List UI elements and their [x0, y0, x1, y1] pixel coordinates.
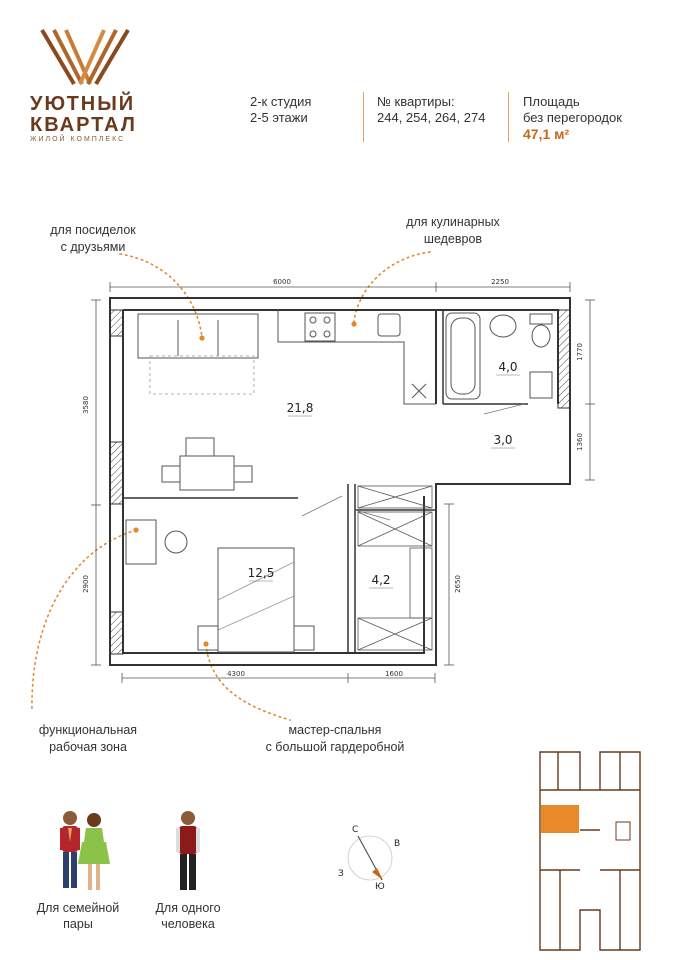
- area-wardrobe: 4,2: [371, 573, 391, 587]
- area-bedroom: 12,5: [247, 566, 275, 580]
- window-top-left: [110, 310, 123, 336]
- single-label: [138, 900, 238, 932]
- dim-top-right: 2250: [491, 278, 509, 286]
- single-person-icon: [170, 808, 206, 898]
- leader-bedroom: [206, 644, 290, 720]
- window-left-mid: [110, 442, 123, 504]
- compass-north: С: [352, 825, 359, 835]
- compass-icon: [338, 825, 400, 892]
- dim-bottom-left: 4300: [227, 670, 245, 678]
- area-value: 47,1 м²: [523, 126, 570, 142]
- callout-friends-line1: для посиделок: [50, 223, 136, 237]
- area-living: 21,8: [286, 401, 314, 415]
- callout-work-line2: рабочая зона: [49, 740, 127, 754]
- logo-subtitle: ЖИЛОЙ КОМПЛЕКС: [30, 136, 126, 143]
- area-label-2: без перегородок: [523, 110, 622, 125]
- couple-label: [18, 900, 138, 932]
- couple-people-icon: [48, 808, 118, 898]
- dim-bottom-right: 1600: [385, 670, 403, 678]
- dim-right-middle: 2650: [454, 575, 462, 593]
- dim-right-lower: 1360: [576, 433, 584, 451]
- couple-label-line1: Для семейной: [36, 901, 120, 915]
- single-label-line2: человека: [161, 917, 215, 931]
- logo-title-line1: УЮТНЫЙ: [30, 93, 136, 115]
- compass-south: Ю: [375, 882, 385, 892]
- minimap-highlighted-apartment: [541, 805, 579, 833]
- apartment-numbers-label: № квартиры:: [377, 94, 455, 109]
- leader-friends: [120, 254, 202, 338]
- area-bathroom: 4,0: [498, 360, 518, 374]
- leader-culinary: [354, 252, 430, 324]
- area-hall: 3,0: [493, 433, 513, 447]
- building-floorplan-minimap-icon: [540, 752, 640, 950]
- apartment-type: 2-к студия: [250, 94, 312, 109]
- logo-title-line2: КВАРТАЛ: [30, 114, 137, 136]
- callout-bedroom-line2: с большой гардеробной: [265, 740, 405, 754]
- callout-bedroom-line1: мастер-спальня: [288, 723, 382, 737]
- dim-right-upper: 1770: [576, 343, 584, 361]
- callout-culinary-line2: шедевров: [423, 232, 483, 246]
- single-label-line1: Для одного: [155, 901, 221, 915]
- window-left-bottom: [110, 612, 123, 654]
- apartment-floors: 2-5 этажи: [250, 110, 308, 125]
- dim-left-lower: 2900: [82, 575, 90, 593]
- dim-left-upper: 3580: [82, 396, 90, 414]
- callout-friends-line2: с друзьями: [60, 240, 126, 254]
- apartment-numbers: 244, 254, 264, 274: [377, 110, 486, 125]
- dim-top-left: 6000: [273, 278, 291, 286]
- couple-label-line2: пары: [63, 917, 93, 931]
- area-label-1: Площадь: [523, 94, 580, 109]
- callout-culinary-line1: для кулинарных: [406, 215, 500, 229]
- window-bath: [558, 310, 570, 408]
- compass-east: В: [394, 839, 401, 849]
- callout-work-line1: функциональная: [38, 723, 138, 737]
- compass-west: З: [338, 869, 344, 879]
